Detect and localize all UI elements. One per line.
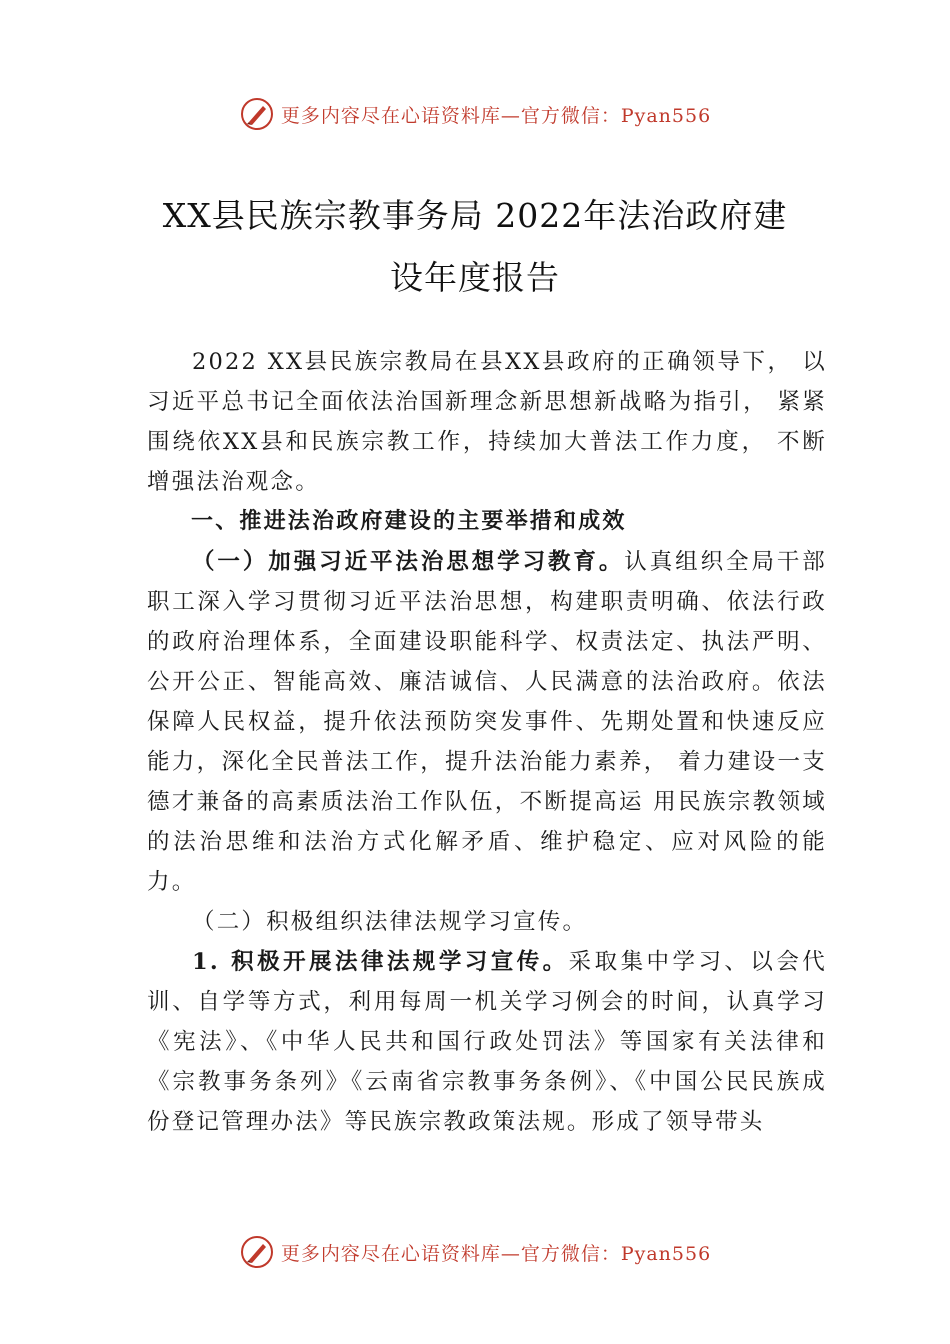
subsection-1-body: 认真组织全局干部职工深入学习贯彻习近平法治思想，构建职责明确、依法行政的政府治理体系，全面建设职能科学、权责法定、执法严明、公开公正、智能高效、廉洁诚信、人民满意的法治政府。依法保障人民权益，提升依法预防突发事件、先期处置和快速反应能力，深化全民普法工作，提升法治能力素养， 着力建设一支德才兼备的高素质法治工作队伍，不断提高运 用民族宗教领域的法治思维和法治方式化解矛盾、维护稳定、应对风险的能力。 bbox=[147, 549, 827, 895]
subsection-1-paragraph bbox=[147, 542, 827, 902]
document-title-line-2: 设年度报告 bbox=[390, 258, 560, 297]
item-1-body: 采取集中学习、以会代训、自学等方式，利用每周一机关学习例会的时间，认真学习《宪法》、《中华人民共和国行政处罚法》等国家有关法律和《宗教事务条列》《云南省宗教事务条例》、《中国公民民族成份登记管理办法》等民族宗教政策法规。形成了领导带头 bbox=[147, 949, 827, 1135]
document-title-line-1: XX县民族宗教事务局 2022年法治政府建 bbox=[162, 196, 788, 235]
banner-text: 更多内容尽在心语资料库—官方微信：Pyan556 bbox=[280, 104, 712, 127]
section-heading: 一、推进法治政府建设的主要举措和成效 bbox=[191, 509, 627, 534]
subsection-1-title: （一）加强习近平法治思想学习教育。 bbox=[192, 549, 625, 575]
pen-logo-icon bbox=[239, 96, 275, 132]
item-1-title: 1. 积极开展法律法规学习宣传。 bbox=[192, 949, 569, 975]
pen-logo-icon bbox=[239, 1234, 275, 1270]
item-1-paragraph bbox=[147, 942, 827, 1142]
subsection-2-title: （二）积极组织法律法规学习宣传。 bbox=[192, 909, 588, 935]
intro-paragraph: 2022 XX县民族宗教局在县XX县政府的正确领导下， 以习近平总书记全面依法治国新理念新思想新战略为指引， 紧紧围绕依XX县和民族宗教工作，持续加大普法工作力度， 不断增强法治观念。 bbox=[147, 349, 827, 495]
footer-banner bbox=[0, 1232, 950, 1272]
document-body bbox=[147, 342, 827, 1142]
header-banner bbox=[0, 94, 950, 134]
banner-text: 更多内容尽在心语资料库—官方微信：Pyan556 bbox=[280, 1242, 712, 1265]
